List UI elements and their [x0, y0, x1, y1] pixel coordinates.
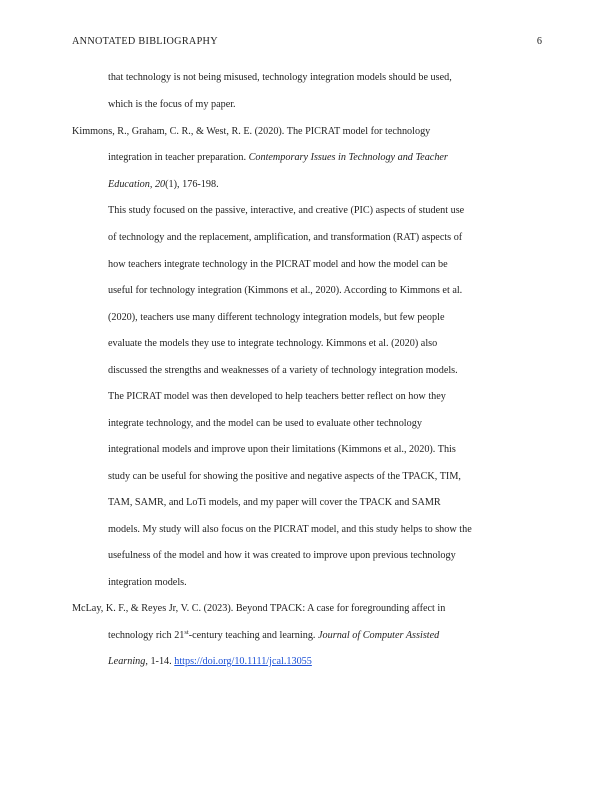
annotation-line: integrate technology, and the model can be used to evaluate other technology: [108, 418, 422, 429]
annotation-line: how teachers integrate technology in the PICRAT model and how the model can be: [108, 259, 448, 270]
annotation-line: usefulness of the model and how it was created to improve upon previous technology: [108, 550, 456, 561]
citation-text: integration in teacher preparation.: [108, 152, 249, 163]
annotation-line: integrational models and improve upon their limitations (Kimmons et al., 2020). This: [108, 444, 456, 455]
citation-kimmons-line: [108, 151, 448, 165]
page-number: 6: [536, 36, 542, 47]
citation-mclay-line: [108, 655, 312, 669]
journal-title: Journal of Computer Assisted: [318, 630, 440, 641]
annotation-line: This study focused on the passive, interactive, and creative (PIC) aspects of student use: [108, 205, 465, 216]
continuation-line: which is the focus of my paper.: [108, 99, 236, 110]
citation-kimmons-line: [108, 178, 219, 192]
annotation-line: useful for technology integration (Kimmons et al., 2020). According to Kimmons et al.: [108, 285, 463, 296]
annotation-line: of technology and the replacement, amplification, and transformation (RAT) aspects of: [108, 232, 463, 243]
citation-text: technology rich 21: [108, 630, 185, 641]
ordinal-superscript: st: [184, 629, 189, 636]
annotation-line: evaluate the models they use to integrate technology. Kimmons et al. (2020) also: [108, 338, 438, 349]
citation-text: -century teaching and learning.: [188, 630, 319, 641]
page-header: [72, 36, 542, 50]
citation-text: (1), 176-198.: [165, 179, 219, 190]
annotation-line: (2020), teachers use many different technology integration models, but few people: [108, 312, 445, 323]
journal-title: Education, 20: [108, 179, 166, 190]
annotation-line: TAM, SAMR, and LoTi models, and my paper will cover the TPACK and SAMR: [108, 497, 441, 508]
annotation-line: study can be useful for showing the positive and negative aspects of the TPACK, TIM,: [108, 471, 461, 482]
journal-title: Learning: [108, 656, 146, 667]
citation-mclay-line: McLay, K. F., & Reyes Jr, V. C. (2023). Beyond TPACK: A case for foregrounding affect in: [72, 603, 446, 614]
running-head: ANNOTATED BIBLIOGRAPHY: [72, 36, 218, 47]
annotation-line: models. My study will also focus on the PICRAT model, and this study helps to show the: [108, 524, 472, 535]
annotation-line: discussed the strengths and weaknesses of a variety of technology integration models.: [108, 365, 458, 376]
annotation-line: The PICRAT model was then developed to help teachers better reflect on how they: [108, 391, 446, 402]
citation-text: , 1-14.: [145, 656, 175, 667]
citation-kimmons-line: Kimmons, R., Graham, C. R., & West, R. E. (2020). The PICRAT model for technology: [72, 126, 431, 137]
annotation-line: integration models.: [108, 577, 187, 588]
citation-mclay-line: [108, 629, 439, 643]
journal-title: Contemporary Issues in Technology and Teacher: [248, 152, 448, 163]
doi-link[interactable]: https://doi.org/10.1111/jcal.13055: [174, 656, 312, 667]
continuation-line: that technology is not being misused, technology integration models should be used,: [108, 72, 452, 83]
